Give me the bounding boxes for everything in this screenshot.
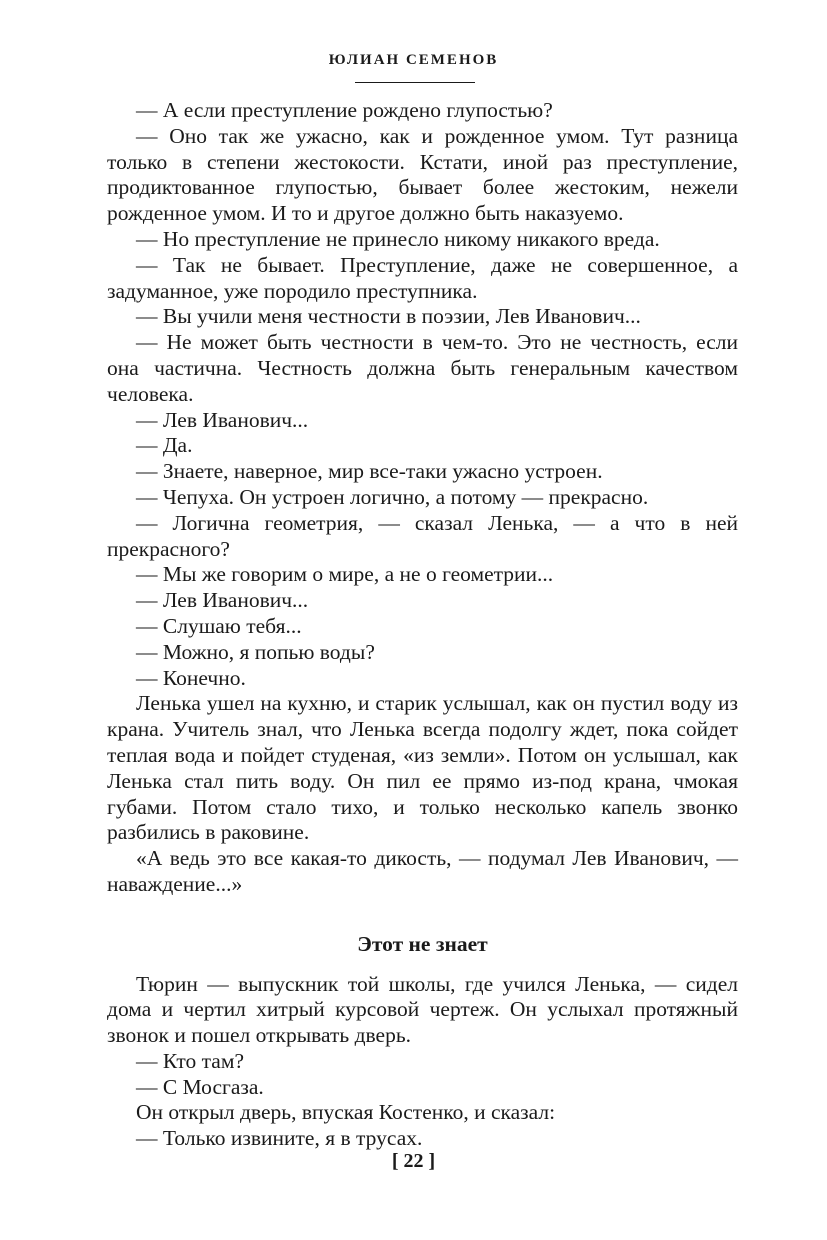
paragraph: Он открыл дверь, впуская Костенко, и сказал: bbox=[136, 1100, 556, 1125]
paragraph: — Логична геометрия, — сказал Ленька, — а что в ней прекрасного? bbox=[107, 510, 738, 561]
paragraph: — Да. bbox=[136, 433, 193, 458]
paragraph: — Кто там? bbox=[136, 1048, 244, 1073]
paragraph: Тюрин — выпускник той школы, где учился Ленька, — сидел дома и чертил хитрый курсовой чертеж. Он услыхал протяжный звонок и пошел открывать дверь. bbox=[107, 971, 738, 1048]
paragraph: — Можно, я попью воды? bbox=[136, 639, 375, 664]
paragraph: — Оно так же ужасно, как и рожденное умом. Тут разница только в степени жестокости. Кстати, иной раз преступление, продиктованное глупостью, бывает более жестоким, нежели рожденное умом. И то и другое должно быть наказуемо. bbox=[107, 123, 738, 226]
paragraph: — Конечно. bbox=[136, 665, 246, 690]
paragraph: — Так не бывает. Преступление, даже не совершенное, а задуманное, уже породило преступника. bbox=[107, 252, 738, 303]
paragraph: — Только извините, я в трусах. bbox=[136, 1126, 423, 1151]
page-number: [ 22 ] bbox=[391, 1150, 436, 1172]
paragraph: — Мы же говорим о мире, а не о геометрии... bbox=[136, 562, 554, 587]
running-title: ЮЛИАН СЕМЕНОВ bbox=[328, 52, 499, 68]
paragraph: — Лев Иванович... bbox=[136, 407, 309, 432]
section-title: Этот не знает bbox=[357, 931, 488, 956]
paragraph: — Лев Иванович... bbox=[136, 588, 309, 613]
paragraph: — Не может быть честности в чем-то. Это не честность, если она частична. Честность должна быть генеральным качеством человека. bbox=[107, 330, 738, 406]
paragraph: «А ведь это все какая-то дикость, — подумал Лев Иванович, — наваждение...» bbox=[107, 846, 738, 896]
header-rule bbox=[355, 82, 475, 83]
paragraph: — Знаете, наверное, мир все-таки ужасно устроен. bbox=[136, 459, 603, 484]
paragraph: — Но преступление не принесло никому никакого вреда. bbox=[136, 226, 660, 251]
paragraph: — А если преступление рождено глупостью? bbox=[136, 98, 553, 122]
paragraph: — Слушаю тебя... bbox=[136, 613, 302, 638]
paragraph: Ленька ушел на кухню, и старик услышал, как он пустил воду из крана. Учитель знал, что Ленька всегда подолгу ждет, пока сойдет теплая вода и пойдет студеная, «из земли». Потом он услышал, как Ленька стал пить воду. Он пил ее прямо из-под крана, чмокая губами. Потом стало тихо, и только несколько капель звонко разбились в раковине. bbox=[107, 691, 738, 845]
paragraph: — Вы учили меня честности в поэзии, Лев Иванович... bbox=[136, 304, 641, 329]
text-body bbox=[107, 98, 738, 1152]
paragraph: — Чепуха. Он устроен логично, а потому — прекрасно. bbox=[136, 484, 649, 509]
paragraph: — С Мосгаза. bbox=[136, 1074, 264, 1099]
